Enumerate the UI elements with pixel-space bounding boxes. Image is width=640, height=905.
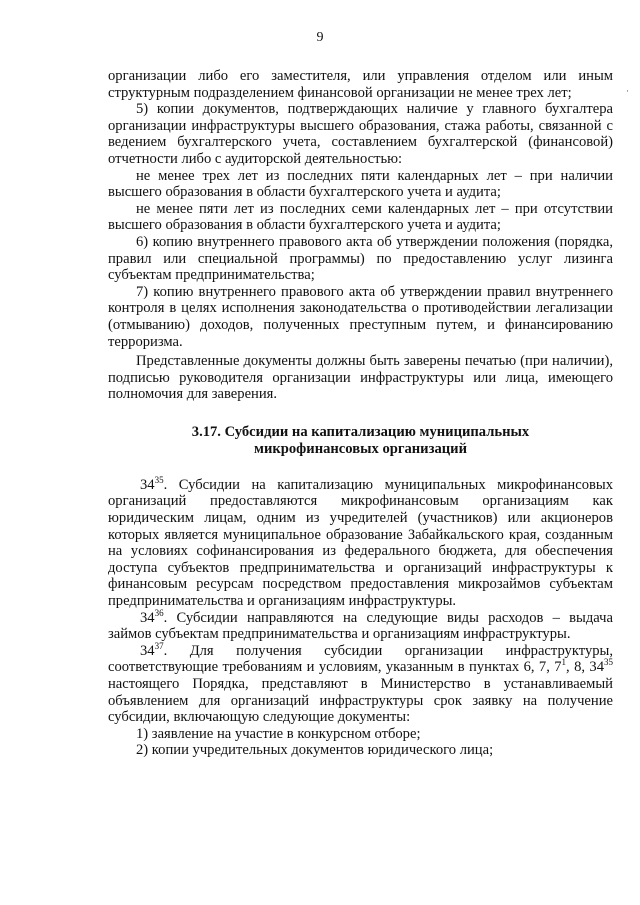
paragraph-34-37: [108, 640, 613, 726]
section-heading: [108, 424, 613, 458]
clause-text-c: настоящего Порядка, представляют в Министерство в устанавливаемый объявлением для организаций инфраструктуры срок заявку на получение субсидии, включающую следующие документы:: [108, 676, 613, 726]
reference-superscript: 1: [561, 657, 567, 668]
clause-number: 34: [140, 476, 155, 493]
clause-superscript: 35: [154, 475, 164, 486]
margin-mark: ·: [626, 86, 629, 96]
clause-text: . Субсидии на капитализацию муниципальных микрофинансовых организаций предоставляются микрофинансовым организациям как юридическим лицам, одним из учредителей (участников) или акционеров которых является муниципальное образование Забайкальского края, созданным на условиях софинансирования из федерального бюджета, для обеспечения доступа субъектов предпринимательства и организаций инфраструктуры к финансовым ресурсам посредством предоставления микрозаймов субъектам предпринимательства и организациям инфраструктуры.: [108, 476, 613, 610]
paragraph-five-years: не менее пяти лет из последних семи календарных лет – при отсутствии высшего образования в области бухгалтерского учета и аудита;: [108, 200, 613, 234]
list-item: 2) копии учредительных документов юридического лица;: [136, 742, 494, 759]
page-number: 9: [316, 30, 324, 45]
reference-superscript: 35: [604, 657, 613, 668]
clause-text-b: , 8, 34: [566, 659, 604, 676]
clause-superscript: 36: [154, 607, 164, 618]
paragraph-item-6: 6) копию внутреннего правового акта об утверждении положения (порядка, правил или специальной программы) по предоставлению услуг лизинга субъектам предпринимательства;: [108, 233, 613, 284]
section-heading-line-1: 3.17. Субсидии на капитализацию муниципальных: [191, 423, 530, 440]
paragraph-certification: Представленные документы должны быть заверены печатью (при наличии), подписью руководителя организации инфраструктуры или лица, имеющего полномочия для заверения.: [108, 353, 613, 403]
document-body: [108, 68, 613, 759]
clause-number: 34: [140, 642, 155, 659]
paragraph-item-5: 5) копии документов, подтверждающих наличие у главного бухгалтера организации инфраструктуры высшего образования, стажа работы, связанной с ведением бухгалтерского учета, составлением бухгалтерской (финансовой) отчетности либо с аудиторской деятельностью:: [108, 101, 613, 167]
section-heading-line-2: микрофинансовых организаций: [254, 440, 467, 457]
clause-superscript: 37: [154, 640, 164, 651]
clause-text-a: . Для получения субсидии организации инфраструктуры, соответствующие требованиям и условиям, указанным в пунктах 6, 7, 7: [108, 642, 613, 676]
paragraph-34-35: [108, 477, 613, 610]
clause-number: 34: [140, 609, 155, 626]
paragraph-three-years: не менее трех лет из последних пяти календарных лет – при наличии высшего образования в области бухгалтерского учета и аудита;: [108, 167, 613, 201]
clause-text: . Субсидии направляются на следующие виды расходов – выдача займов субъектам предпринимательства и организациям инфраструктуры.: [108, 609, 613, 643]
paragraph-continuation: организации либо его заместителя, или управления отделом или иным структурным подразделением финансовой организации не менее трех лет;: [108, 68, 613, 101]
paragraph-item-7: 7) копию внутреннего правового акта об утверждении правил внутреннего контроля в целях исполнения законодательства о противодействии легализации (отмыванию) доходов, полученных преступным путем, и финансированию терроризма.: [108, 283, 613, 350]
list-item: 1) заявление на участие в конкурсном отборе;: [136, 725, 421, 742]
paragraph-34-36: [108, 607, 613, 643]
